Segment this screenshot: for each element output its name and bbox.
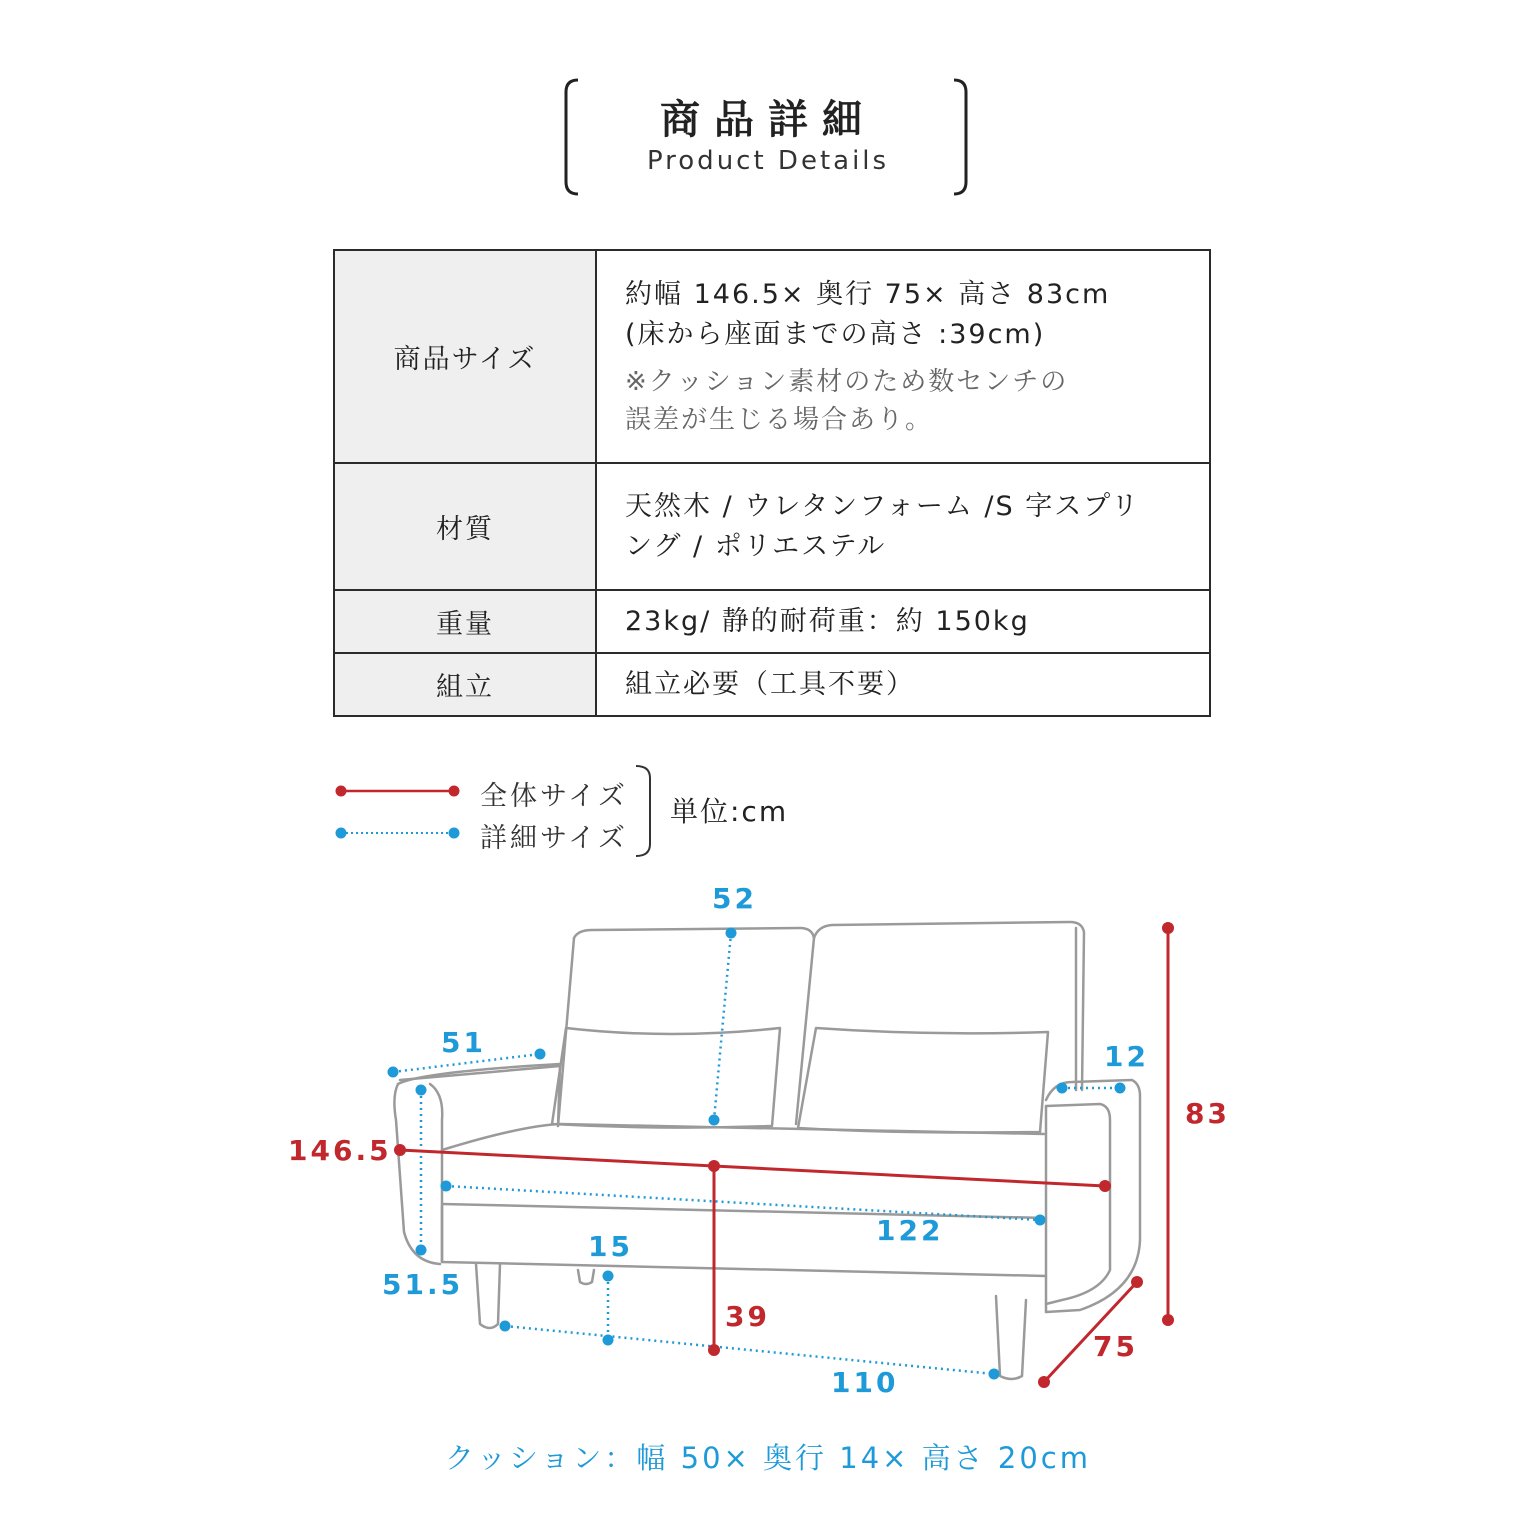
cushion-size-note: クッション：幅 50× 奥行 14× 高さ 20cm	[444, 1441, 1091, 1475]
dim-label-seat-height: 39	[725, 1300, 770, 1333]
value-line: (床から座面までの高さ :39cm)	[625, 318, 1046, 350]
dim-label-overall-depth: 75	[1093, 1330, 1138, 1363]
row-label: 重量	[334, 590, 596, 653]
legend-detail-label: 詳細サイズ	[480, 823, 628, 854]
dim-label-leg-span: 110	[831, 1366, 899, 1399]
dim-line-seat-width	[446, 1186, 1040, 1220]
value-line: ング / ポリエステル	[625, 530, 887, 562]
dim-label-leg-height: 15	[588, 1230, 633, 1263]
dim-label-backrest-height: 52	[712, 882, 757, 915]
page-title: 商品詳細	[660, 97, 876, 143]
row-label: 材質	[334, 463, 596, 590]
value-line: 組立必要（工具不要）	[625, 668, 915, 700]
dim-label-seat-width: 122	[876, 1214, 944, 1247]
page-subtitle: Product Details	[646, 146, 890, 176]
dim-line-backrest	[714, 933, 731, 1120]
note-line: 誤差が生じる場合あり。	[625, 404, 934, 435]
dim-label-arm-width: 12	[1104, 1040, 1149, 1073]
value-line: 約幅 146.5× 奥行 75× 高さ 83cm	[625, 278, 1111, 310]
unit-label: 単位:cm	[670, 795, 789, 828]
dim-line-leg-span	[505, 1326, 994, 1374]
dim-label-arm-depth: 51	[441, 1026, 486, 1059]
row-label: 組立	[334, 653, 596, 716]
dim-label-arm-height: 51.5	[382, 1268, 464, 1301]
value-line: 天然木 / ウレタンフォーム /S 字スプリ	[625, 490, 1141, 522]
value-line: 23kg/ 静的耐荷重：約 150kg	[625, 605, 1030, 637]
dim-label-overall-height: 83	[1185, 1097, 1230, 1130]
overall-dimensions	[400, 928, 1168, 1382]
note-line: ※クッション素材のため数センチの	[625, 366, 1069, 397]
legend-overall-label: 全体サイズ	[480, 781, 628, 812]
row-label: 商品サイズ	[334, 250, 596, 463]
dim-line-overall-width	[400, 1150, 1105, 1186]
dim-label-overall-width: 146.5	[288, 1134, 392, 1167]
